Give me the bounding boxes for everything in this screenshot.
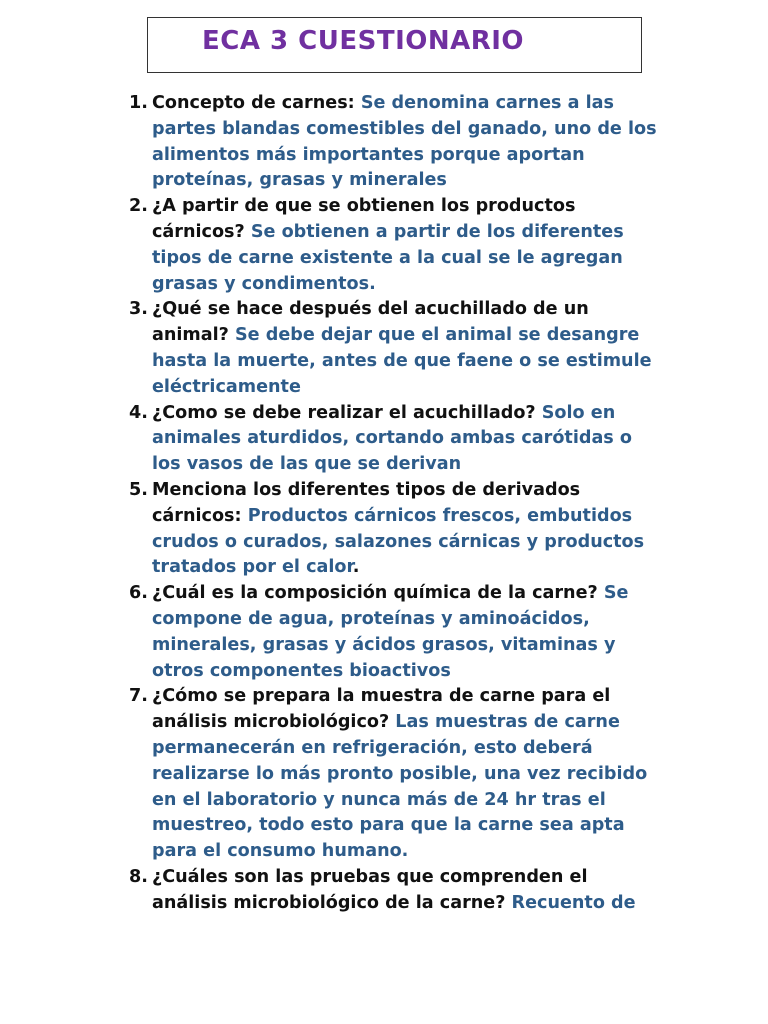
answer-text: Se debe dejar que el animal se desangre hasta la muerte, antes de que faene o se estimule eléctricamente xyxy=(152,325,652,397)
question-item-7 xyxy=(121,684,661,865)
question-text: ¿Qué se hace después del acuchillado de un animal? xyxy=(152,299,589,346)
question-number: 2. xyxy=(129,196,148,217)
document-title: ECA 3 CUESTIONARIO xyxy=(202,26,525,56)
question-item-6 xyxy=(121,581,661,684)
question-text: ¿Cuál es la composición química de la carne? xyxy=(152,583,604,604)
question-number: 6. xyxy=(129,583,148,604)
answer-suffix: . xyxy=(352,557,360,578)
question-text: Concepto de carnes: xyxy=(152,93,361,113)
question-text: ¿A partir de que se obtienen los productos cárnicos? xyxy=(152,196,576,242)
question-item-8 xyxy=(121,865,661,917)
question-item-5 xyxy=(121,478,661,581)
question-item-3 xyxy=(121,297,661,400)
title-box xyxy=(147,17,642,73)
answer-text: Productos cárnicos frescos, embutidos crudos o curados, salazones cárnicas y productos tratados por el calor xyxy=(152,505,645,578)
question-number: 8. xyxy=(129,866,148,887)
answer-text: Se obtienen a partir de los diferentes tipos de carne existente a la cual se le agregan grasas y condimentos. xyxy=(152,221,624,294)
answer-text: Las muestras de carne permanecerán en refrigeración, esto deberá realizarse lo más pronto posible, una vez recibido en el laboratorio y nunca más de 24 hr tras el muestreo, todo esto para que la carne sea apta para el consumo humano. xyxy=(152,712,648,862)
question-text: ¿Como se debe realizar el acuchillado? xyxy=(152,402,542,423)
question-item-1 xyxy=(121,91,661,194)
answer-text: Se compone de agua, proteínas y aminoácidos, minerales, grasas y ácidos grasos, vitaminas y otros componentes bioactivos xyxy=(152,583,629,681)
answer-text: Se denomina carnes a las partes blandas comestibles del ganado, uno de los alimentos más importantes porque aportan proteínas, grasas y minerales xyxy=(152,93,657,191)
question-item-4 xyxy=(121,401,661,478)
question-number: 1. xyxy=(129,93,148,113)
question-list xyxy=(121,91,661,917)
question-text: Menciona los diferentes tipos de derivados cárnicos: xyxy=(152,479,581,526)
answer-text: Solo en animales aturdidos, cortando ambas carótidas o los vasos de las que se derivan xyxy=(152,402,632,475)
question-item-2 xyxy=(121,194,661,297)
question-number: 4. xyxy=(129,402,148,423)
question-text: ¿Cuáles son las pruebas que comprenden el análisis microbiológico de la carne? xyxy=(152,866,588,913)
question-text: ¿Cómo se prepara la muestra de carne para el análisis microbiológico? xyxy=(152,686,611,733)
question-number: 3. xyxy=(129,299,148,320)
question-number: 7. xyxy=(129,686,148,707)
question-number: 5. xyxy=(129,479,148,500)
answer-text: Recuento de xyxy=(511,892,636,913)
